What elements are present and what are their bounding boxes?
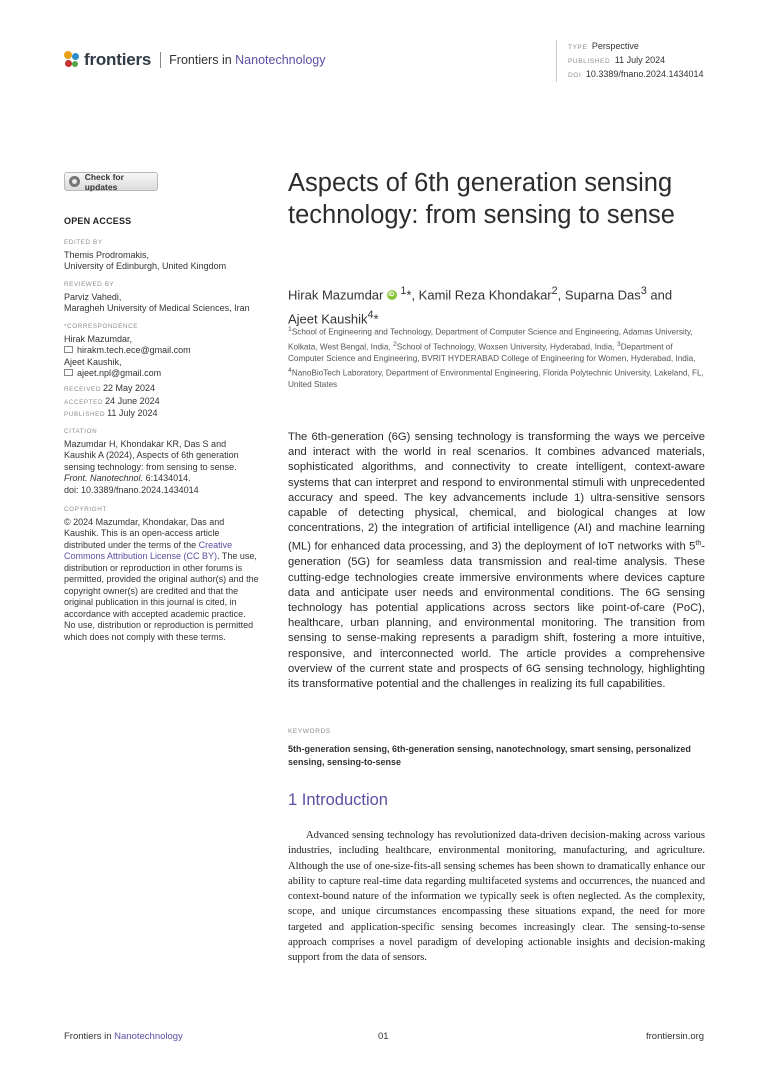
check-for-updates-button[interactable]: Check for updates	[64, 172, 158, 191]
citation-doi[interactable]: doi: 10.3389/fnano.2024.1434014	[64, 484, 199, 495]
keywords-label: KEYWORDS	[288, 728, 331, 735]
author[interactable]: Hirak Mazumdar	[288, 287, 384, 303]
keywords: 5th-generation sensing, 6th-generation sensing, nanotechnology, smart sensing, personalized sensing, sensing-to-sense	[288, 744, 691, 767]
copyright: COPYRIGHT © 2024 Mazumdar, Khondakar, Das and Kaushik. This is an open-access article distributed under the terms of the Creative Commons Attribution License (CC BY). The use, distribution or reproduction in other forums is permitted, provided the original author(s) and the copyright owner(s) are credited and that the original publication in this journal is cited, in accordance with accepted academic practice. No use, distribution or reproduction is permitted which does not comply with these terms.	[64, 506, 259, 642]
email-link[interactable]: ajeet.npl@gmail.com	[64, 368, 254, 380]
open-access-label: OPEN ACCESS	[64, 216, 132, 226]
cc-license-link[interactable]: Creative Commons Attribution License (CC BY)	[64, 539, 233, 561]
doi-link[interactable]: 10.3389/fnano.2024.1434014	[585, 69, 704, 79]
brand-name: frontiers	[84, 50, 152, 69]
dates: RECEIVED 22 May 2024 ACCEPTED 24 June 2024 PUBLISHED 11 July 2024	[64, 383, 160, 418]
published-date: 11 July 2024	[614, 55, 666, 65]
affiliations: $^1$School of Engineering and Technology, Department of Computer Science and Engineering, Adamas University, Kolkata, West Bengal, India, $^2$School of Technology, Woxsen University, Hyderabad, India, $^3$Department of Computer Science and Engineering, BVRIT HYDERABAD College of Engineering for Women, Hyderabad, India, $^4$NanoBioTech Laboratory, Department of Environmental Engineering, Florida Polytechnic University, Lakeland, FL, United States	[288, 326, 704, 390]
frontiers-logo-icon	[64, 51, 80, 69]
frontiers-logo[interactable]	[64, 50, 326, 70]
section-heading: 1 Introduction	[288, 791, 388, 809]
author[interactable]: , Kamil Reza Khondakar	[411, 287, 552, 303]
article-title: Aspects of 6th generation sensing technology: from sensing to sense	[288, 169, 675, 229]
journal-name: Frontiers in Nanotechnology	[169, 53, 326, 67]
logo-divider	[160, 52, 161, 68]
author[interactable]: Ajeet Kaushik	[288, 311, 368, 327]
mail-icon	[64, 346, 73, 353]
article-type: Perspective	[591, 41, 639, 51]
reviewed-by: REVIEWED BY Parviz Vahedi, Maragheh University of Medical Sciences, Iran	[64, 281, 250, 313]
footer-site-link[interactable]: frontiersin.org	[646, 1031, 705, 1042]
page-number: 01	[378, 1031, 389, 1042]
footer-journal: Frontiers in Nanotechnology	[64, 1031, 183, 1042]
correspondence: *CORRESPONDENCE Hirak Mazumdar, hirakm.tech.ece@gmail.com Ajeet Kaushik, ajeet.npl@gmail.com	[64, 321, 254, 380]
update-icon	[69, 176, 80, 187]
email-link[interactable]: hirakm.tech.ece@gmail.com	[64, 345, 254, 357]
body-paragraph: Advanced sensing technology has revolutionized data-driven decision-making across various industries, including healthcare, environmental monitoring, manufacturing, and agriculture. Although the use of one-size-fits-all sensing schemes has been shown to dramatically enhance our ability to capture real-time data regarding multifaceted systems and occurrences, the nuanced and context-bound nature of the information we typically seek is often neglected. As the complexity, scope, and unique circumstances encompassing these situations expand, the need for more targeted and application-specific sensing becomes increasingly clear. The sensing-to-sense approach comprises a novel paradigm of developing actionable insights and decision-making support from the data of sensors.	[288, 830, 705, 964]
article-meta: TYPE Perspective PUBLISHED 11 July 2024 DOI 10.3389/fnano.2024.1434014	[556, 40, 704, 82]
edited-by: EDITED BY Themis Prodromakis, University of Edinburgh, United Kingdom	[64, 239, 227, 271]
abstract: The 6th-generation (6G) sensing technology is transforming the ways we perceive and interact with the world in real scenarios. It combines advanced materials, sophisticated algorithms, and connectivity to create intelligent, context-aware systems that can interpret and respond to environmental stimuli with unprecedented accuracy and speed. The key advancements include 1) ultra-sensitive sensors capable of detecting physical, chemical, and biological changes at low concentrations, 2) the integration of artificial intelligence (AI) and machine learning (ML) for enhanced data processing, and 3) the deployment of IoT networks with 5th-generation (5G) for seamless data transmission and real-time analysis. These cutting-edge technologies create immersive environments where devices capture data and anticipate user needs and environmental conditions. The 6G sensing technology has potential applications across sectors like point-of-care (PoC), healthcare, urban planning, and environmental monitoring. The transition from sensing to sense-making represents a paradigm shift, fostering a more intuitive, responsive, and interconnected world. The article provides a comprehensive overview of the current state and prospects of 6G sensing technology, highlighting its transformative potential and the challenges in realizing its full capabilities.	[288, 431, 705, 690]
citation: CITATION Mazumdar H, Khondakar KR, Das S and Kaushik A (2024), Aspects of 6th generation sensing technology: from sensing to sense. Front. Nanotechnol. 6:1434014. doi: 10.3389/fnano.2024.1434014	[64, 426, 254, 496]
orcid-icon[interactable]	[387, 290, 397, 300]
mail-icon	[64, 369, 73, 376]
author-list: Hirak MazumdariD $^1$*, Kamil Reza Khondakar$^2$, Suparna Das$^3$ and Ajeet Kaushik$^4$*	[288, 281, 728, 330]
author[interactable]: , Suparna Das	[557, 287, 641, 303]
